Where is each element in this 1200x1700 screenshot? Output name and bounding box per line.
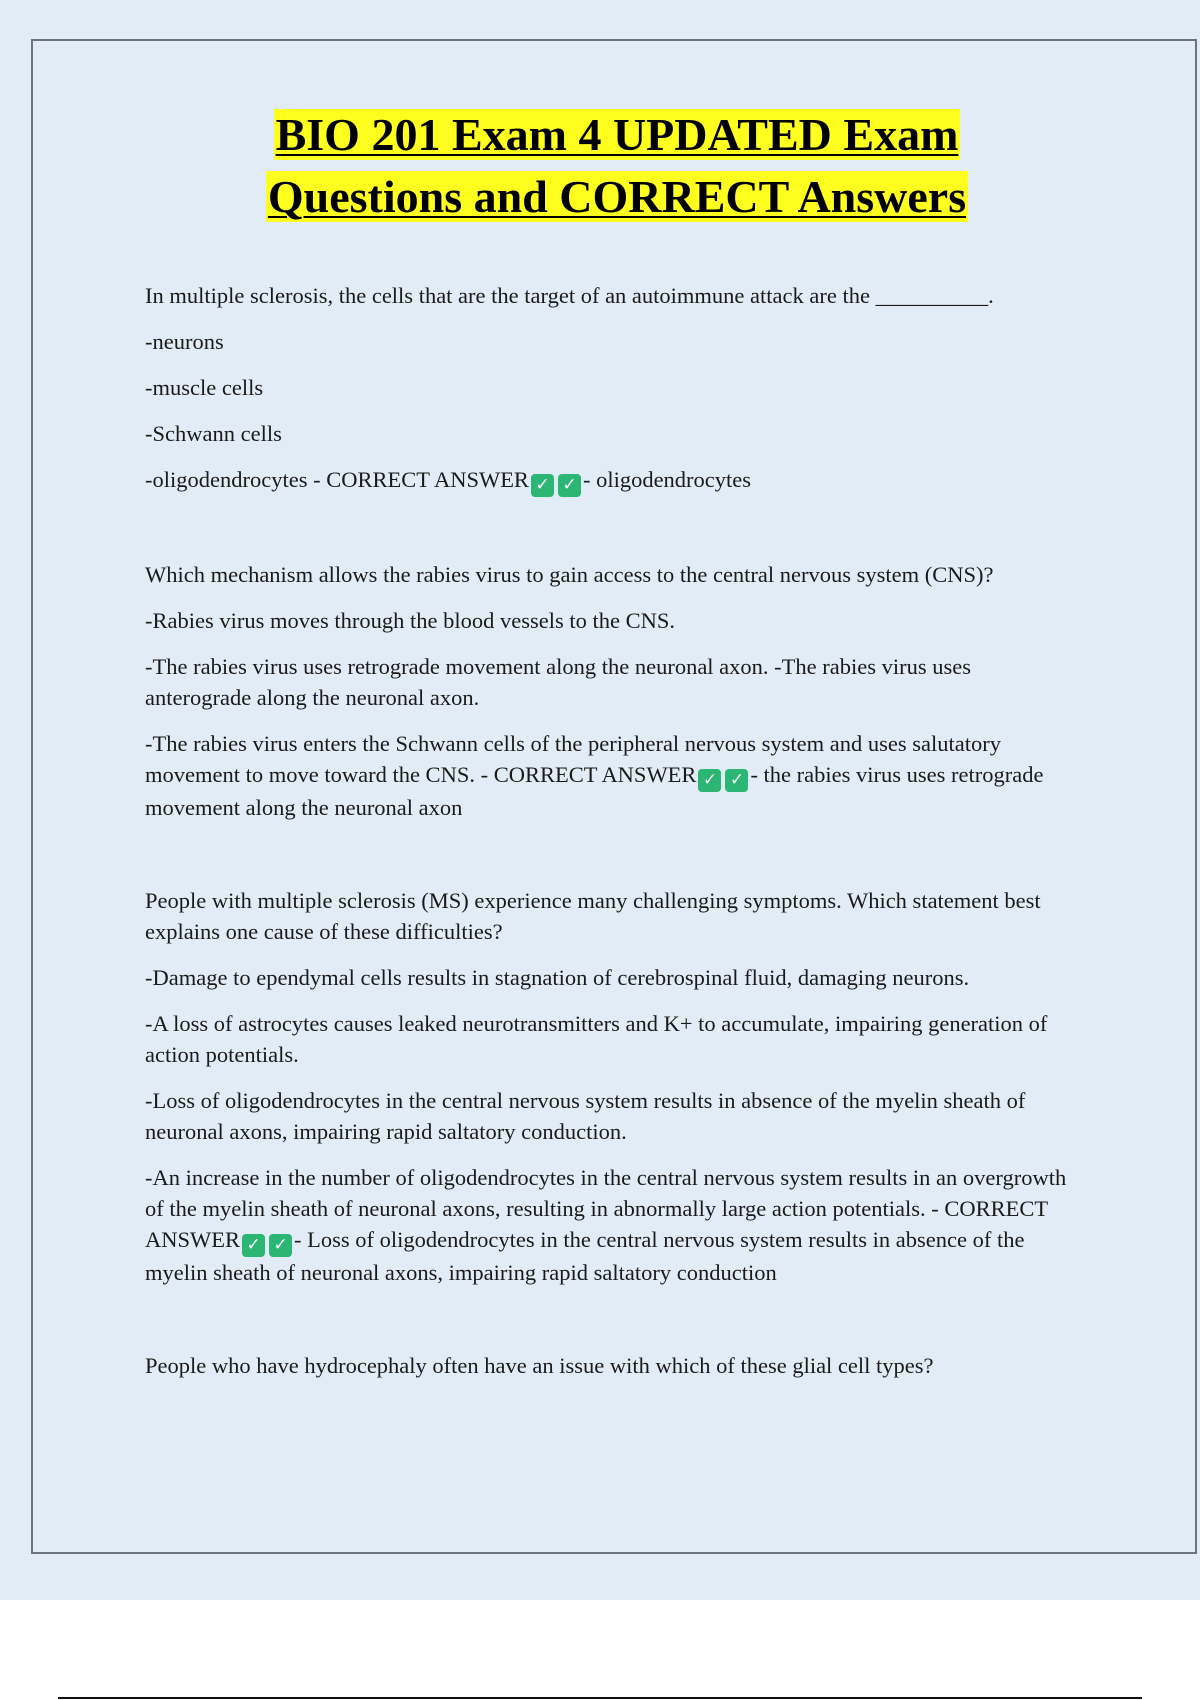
q2-answer: - the rabies virus uses retrograde movement along the neuronal axon: [145, 762, 1044, 820]
q2-option-3: -The rabies virus enters the Schwann cells of the peripheral nervous system and uses salutatory movement to move toward the CNS. - CORRECT ANSWER: [145, 731, 1001, 787]
q2-question: Which mechanism allows the rabies virus to gain access to the central nervous system (CNS)?: [145, 562, 994, 587]
check-mark-icon: ✓: [531, 474, 554, 497]
check-mark-icon: ✓: [698, 769, 721, 792]
page-bottom-rule: [58, 1697, 1142, 1699]
check-mark-icon: ✓: [725, 769, 748, 792]
q3-option-2: -A loss of astrocytes causes leaked neurotransmitters and K+ to accumulate, impairing generation of action potentials.: [145, 1011, 1048, 1067]
q2-option-1: -Rabies virus moves through the blood vessels to the CNS.: [145, 608, 675, 633]
q3-answer-line: [145, 1162, 1070, 1288]
check-mark-icon: ✓: [242, 1234, 265, 1257]
q1-option-4: -oligodendrocytes - CORRECT ANSWER: [145, 467, 529, 492]
check-mark-icon: ✓: [269, 1234, 292, 1257]
q1-answer-line: [145, 464, 1070, 497]
q1-question: In multiple sclerosis, the cells that are the target of an autoimmune attack are the __________.: [145, 283, 994, 308]
q1-answer: - oligodendrocytes: [582, 467, 752, 492]
document-title: [0, 104, 1200, 228]
q3-option-4: -An increase in the number of oligodendrocytes in the central nervous system results in an overgrowth of the myelin sheath of neuronal axons, resulting in abnormally large action potentials. - CORRECT ANSWER: [145, 1165, 1067, 1252]
spacer: [145, 838, 1070, 885]
q3-answer: - Loss of oligodendrocytes in the central nervous system results in absence of the myelin sheath of neuronal axons, impairing rapid saltatory conduction: [145, 1227, 1025, 1285]
document-body: [145, 280, 1070, 1396]
q4-question: People who have hydrocephaly often have an issue with which of these glial cell types?: [145, 1353, 934, 1378]
spacer: [145, 1303, 1070, 1350]
q1-option-2: -muscle cells: [145, 375, 264, 400]
q1-option-3: -Schwann cells: [145, 421, 282, 446]
q3-question: People with multiple sclerosis (MS) experience many challenging symptoms. Which statement best explains one cause of these difficulties?: [145, 888, 1041, 944]
q1-option-1: -neurons: [145, 329, 224, 354]
q2-option-2: -The rabies virus uses retrograde movement along the neuronal axon. -The rabies virus uses anterograde along the neuronal axon.: [145, 654, 971, 710]
spacer: [145, 512, 1070, 559]
title-line-1: BIO 201 Exam 4 UPDATED Exam: [275, 109, 959, 160]
q2-answer-line: [145, 728, 1070, 823]
title-line-2: Questions and CORRECT Answers: [267, 171, 967, 222]
check-mark-icon: ✓: [558, 474, 581, 497]
q3-option-1: -Damage to ependymal cells results in stagnation of cerebrospinal fluid, damaging neurons.: [145, 965, 970, 990]
q3-option-3: -Loss of oligodendrocytes in the central nervous system results in absence of the myelin sheath of neuronal axons, impairing rapid saltatory conduction.: [145, 1088, 1026, 1144]
